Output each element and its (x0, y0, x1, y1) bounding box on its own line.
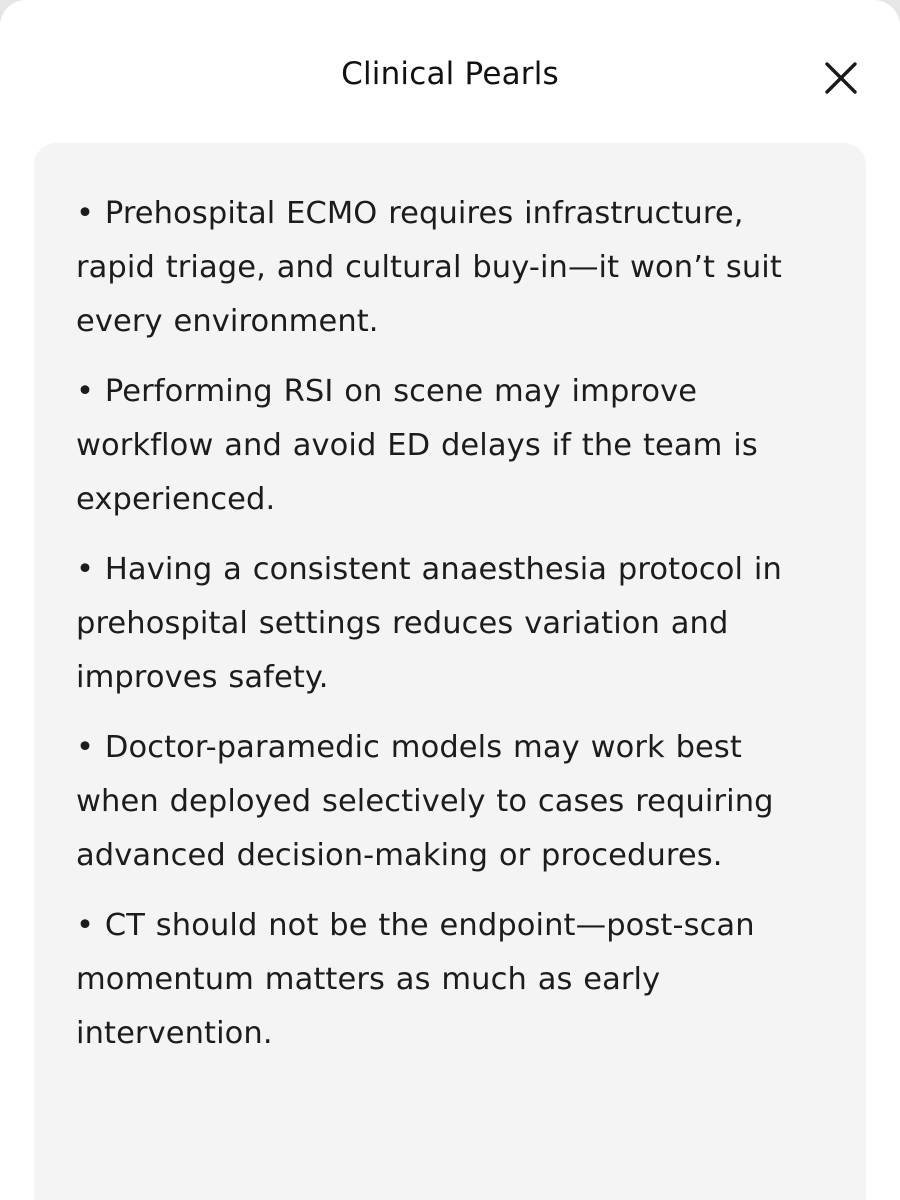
close-icon (824, 61, 858, 95)
pearl-item: • CT should not be the endpoint—post-scan momentum matters as much as early intervention. (76, 908, 755, 1051)
pearls-list (76, 187, 826, 1061)
pearl-item: • Having a consistent anaesthesia protocol in prehospital settings reduces variation and improves safety. (76, 552, 782, 695)
pearl-item: • Performing RSI on scene may improve workflow and avoid ED delays if the team is experienced. (76, 374, 758, 517)
pearls-card (34, 143, 866, 1200)
pearl-item: • Prehospital ECMO requires infrastructure, rapid triage, and cultural buy-in—it won’t suit every environment. (76, 196, 782, 339)
close-button[interactable] (813, 50, 869, 106)
sheet-header (0, 36, 900, 116)
pearl-item: • Doctor-paramedic models may work best when deployed selectively to cases requiring advanced decision-making or procedures. (76, 730, 774, 873)
sheet-title: Clinical Pearls (341, 56, 559, 92)
